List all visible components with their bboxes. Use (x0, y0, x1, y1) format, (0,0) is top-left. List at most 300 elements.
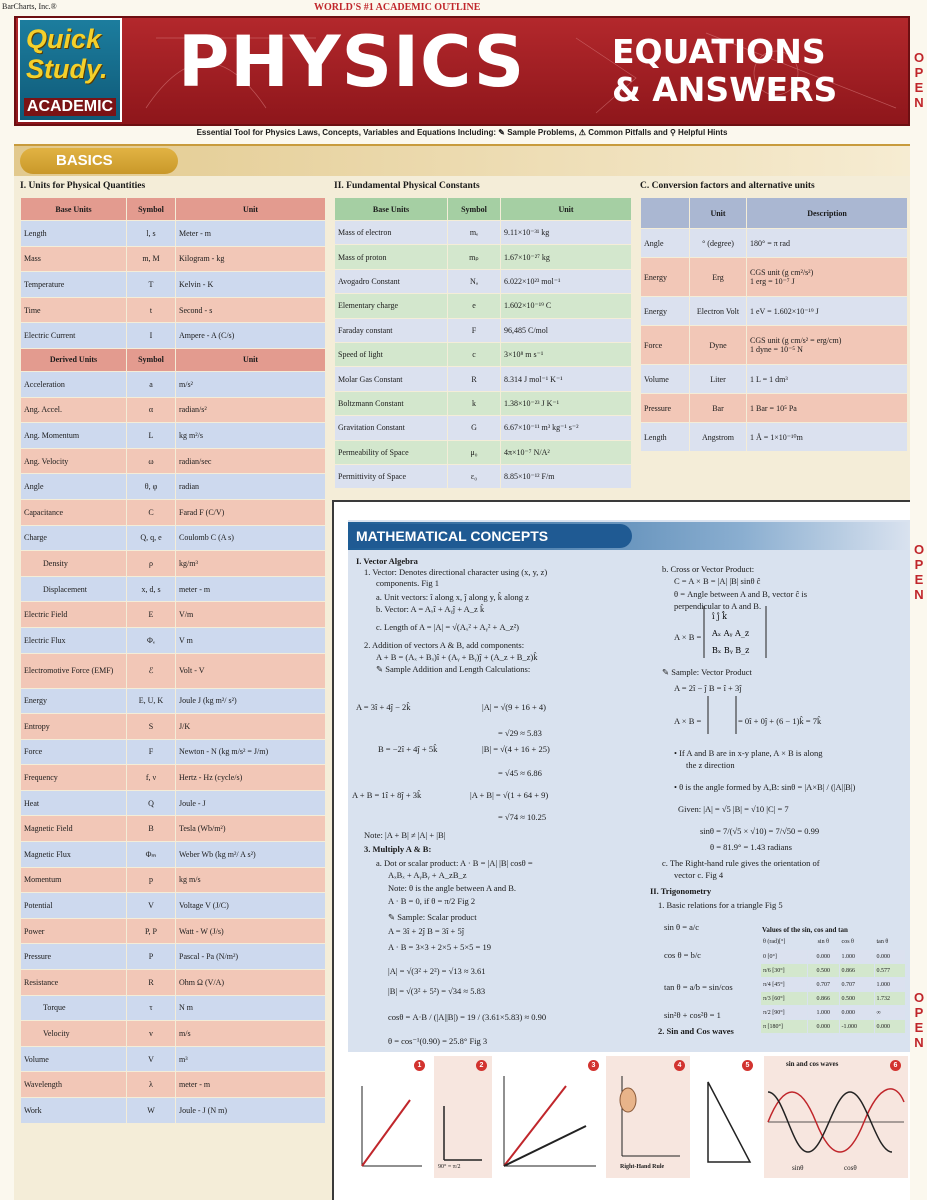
derived-row-cell: ω (127, 449, 175, 474)
series-tag: WORLD'S #1 ACADEMIC OUTLINE (314, 2, 481, 13)
fig2-perpendicular (434, 1056, 492, 1178)
fig4-number-icon: 4 (674, 1060, 685, 1071)
derived-row-cell: Coulomb C (A s) (176, 526, 325, 551)
constants-row-cell: R (448, 367, 500, 390)
constants-row (335, 245, 631, 268)
math-right-line: sin²θ + cos²θ = 1 (664, 1010, 721, 1020)
trig-row-cell: 0.000 (875, 1020, 906, 1033)
derived-row-cell: L (127, 423, 175, 448)
trig-header-row-cell: sin θ (817, 939, 829, 945)
math-right-line: sinθ = 7/(√5 × √10) = 7/√50 = 0.99 (700, 826, 820, 836)
sample-determinant (706, 694, 738, 736)
cross-product-determinant (700, 604, 770, 660)
derived-row-cell: Acceleration (21, 372, 126, 397)
math-left-line: A + B = 1î + 8ĵ + 3k̂ (352, 790, 422, 800)
conversion-row-cell: CGS unit (g cm/s² = erg/cm) 1 dyne = 10⁻⁵ N (747, 326, 907, 364)
derived-row-cell: Wavelength (21, 1072, 126, 1097)
derived-row-cell: Magnetic Field (21, 816, 126, 841)
derived-row (21, 551, 325, 576)
derived-row (21, 449, 325, 474)
math-left-line: |B| = √(4 + 16 + 25) (482, 744, 550, 754)
derived-row-cell: N m (176, 996, 325, 1021)
conversion-header-row-cell: Description (747, 198, 907, 228)
constants-row-cell: e (448, 294, 500, 317)
fig3-number-icon: 3 (588, 1060, 599, 1071)
constants-row-cell: Gravitation Constant (335, 416, 447, 439)
conversion-row-cell: Angstrom (690, 423, 746, 451)
derived-row-cell: θ, φ (127, 474, 175, 499)
trig-values-table (760, 934, 906, 1034)
derived-row (21, 893, 325, 918)
constants-row-cell: Speed of light (335, 343, 447, 366)
math-left-line: A = 3î + 4ĵ − 2k̂ (356, 702, 411, 712)
trig-row-cell: 0.707 (808, 978, 838, 991)
derived-row-cell: Ang. Velocity (21, 449, 126, 474)
conversion-row (641, 365, 907, 393)
math-left-line: AₓBₓ + AᵧBᵧ + A_zB_z (388, 870, 467, 880)
derived-row-cell: Weber Wb (kg m²/ A s²) (176, 842, 325, 867)
units-row-cell: Length (21, 221, 126, 246)
constants-row-cell: Elementary charge (335, 294, 447, 317)
units-row-cell: Electric Current (21, 323, 126, 348)
derived-row-cell: x, d, s (127, 577, 175, 602)
constants-row-cell: F (448, 319, 500, 342)
constants-row-cell: mₚ (448, 245, 500, 268)
trig-row-cell: 0.000 (808, 950, 838, 963)
math-left-line: = √74 ≈ 10.25 (498, 812, 547, 822)
math-right-line: Given: |A| = √5 |B| = √10 |C| = 7 (678, 804, 789, 814)
math-left-line: Note: |A + B| ≠ |A| + |B| (364, 830, 446, 840)
trig-row-cell: 1.000 (840, 950, 874, 963)
derived-row-cell: meter - m (176, 577, 325, 602)
derived-row-cell: Ang. Accel. (21, 398, 126, 423)
derived-row-cell: Electric Flux (21, 628, 126, 653)
constants-row-cell: 3×10⁸ m s⁻¹ (501, 343, 631, 366)
derived-row-cell: Volume (21, 1047, 126, 1072)
derived-row-cell: kg/m³ (176, 551, 325, 576)
constants-row-cell: 6.022×10²³ mol⁻¹ (501, 270, 631, 293)
constants-row (335, 465, 631, 488)
conversion-row (641, 229, 907, 257)
math-right-line: ✎ Sample: Vector Product (662, 667, 752, 677)
derived-row (21, 398, 325, 423)
derived-row-cell: R (127, 970, 175, 995)
derived-row-cell: C (127, 500, 175, 525)
derived-row-cell: Entropy (21, 714, 126, 739)
derived-row-cell: radian (176, 474, 325, 499)
derived-row (21, 765, 325, 790)
conversion-row-cell: Electron Volt (690, 297, 746, 325)
fig4-right-hand-rule (606, 1056, 690, 1178)
derived-row-cell: W (127, 1098, 175, 1123)
derived-row-cell: V/m (176, 602, 325, 627)
derived-row-cell: Newton - N (kg m/s² = J/m) (176, 740, 325, 765)
derived-row (21, 474, 325, 499)
derived-row-cell: Joule - J (N m) (176, 1098, 325, 1123)
derived-row (21, 526, 325, 551)
conversion-header-row-cell: Unit (690, 198, 746, 228)
constants-row-cell: Boltzmann Constant (335, 392, 447, 415)
derived-row (21, 372, 325, 397)
units-section-title: I. Units for Physical Quantities (20, 181, 146, 191)
trig-row-cell: 0.866 (840, 964, 874, 977)
derived-row-cell: τ (127, 996, 175, 1021)
fig6-number-icon: 6 (890, 1060, 901, 1071)
units-row-cell: T (127, 272, 175, 297)
derived-row (21, 944, 325, 969)
math-right-line: = 0î + 0ĵ + (6 − 1)k̂ = 7k̂ (738, 716, 822, 726)
constants-row-cell: μ₀ (448, 441, 500, 464)
math-right-line: 1. Basic relations for a triangle Fig 5 (658, 900, 783, 910)
conversion-row-cell: Dyne (690, 326, 746, 364)
math-left-line: A + B = (Aₓ + Bₓ)î + (Aᵧ + Bᵧ)ĵ + (A_z + B_z)k̂ (376, 652, 538, 662)
constants-row-cell: ε₀ (448, 465, 500, 488)
conversion-row-cell: CGS unit (g cm²/s²) 1 erg = 10⁻⁷ J (747, 258, 907, 296)
derived-row-cell: V (127, 893, 175, 918)
constants-row (335, 367, 631, 390)
trig-row-cell: 0.866 (808, 992, 838, 1005)
conversion-row-cell: Volume (641, 365, 689, 393)
constants-row-cell: Faraday constant (335, 319, 447, 342)
constants-row-cell: Avogadro Constant (335, 270, 447, 293)
fig6-cos-label: cosθ (844, 1164, 857, 1172)
units-row-cell: Ampere - A (C/s) (176, 323, 325, 348)
constants-row-cell: 8.85×10⁻¹² F/m (501, 465, 631, 488)
units-row-cell: Second - s (176, 298, 325, 323)
constants-row-cell: 9.11×10⁻³¹ kg (501, 221, 631, 244)
side-tab-open-1: O P E N (913, 50, 925, 110)
derived-row-cell: Φₑ (127, 628, 175, 653)
units-row-cell: Temperature (21, 272, 126, 297)
side-tab-open-2: O P E N (913, 542, 925, 602)
publisher-label: BarCharts, Inc.® (2, 2, 57, 11)
derived-row-cell: P (127, 944, 175, 969)
units-header-row (21, 198, 325, 220)
units-table (20, 197, 326, 1124)
derived-row-cell: E (127, 602, 175, 627)
math-left-line: a. Unit vectors: î along x, ĵ along y, k̂ along z (376, 592, 529, 602)
constants-row-cell: 96,485 C/mol (501, 319, 631, 342)
trig-row (761, 1020, 905, 1033)
conversion-row-cell: Pressure (641, 394, 689, 422)
derived-row (21, 740, 325, 765)
derived-row (21, 1098, 325, 1123)
derived-row (21, 602, 325, 627)
math-right-line: 2. Sin and Cos waves (658, 1026, 734, 1036)
derived-row-cell: λ (127, 1072, 175, 1097)
trig-row-cell: π [180°] (761, 1020, 807, 1033)
conversion-row (641, 423, 907, 451)
derived-row (21, 1047, 325, 1072)
units-row-cell: Kilogram - kg (176, 247, 325, 272)
math-right-line: perpendicular to A and B. (674, 601, 762, 611)
math-right-line: sin θ = a/c (664, 922, 700, 932)
math-left-line: components. Fig 1 (376, 578, 440, 588)
conversion-row (641, 297, 907, 325)
derived-row (21, 996, 325, 1021)
conversion-row-cell: Liter (690, 365, 746, 393)
math-left-line: B = −2î + 4ĵ + 5k̂ (378, 744, 438, 754)
math-right-line: b. Cross or Vector Product: (662, 564, 755, 574)
constants-row-cell: 8.314 J mol⁻¹ K⁻¹ (501, 367, 631, 390)
math-left-line: |A| = √(9 + 16 + 4) (482, 702, 546, 712)
conversion-row-cell: Length (641, 423, 689, 451)
units-row (21, 221, 325, 246)
math-left-line: a. Dot or scalar product: A · B = |A| |B| cosθ = (376, 858, 533, 868)
derived-row-cell: Potential (21, 893, 126, 918)
derived-row-cell: Magnetic Flux (21, 842, 126, 867)
trig-table-title: Values of the sin, cos and tan (762, 926, 848, 934)
derived-row-cell: Velocity (21, 1021, 126, 1046)
derived-row-cell: a (127, 372, 175, 397)
math-left-line: A · B = 3×3 + 2×5 + 5×5 = 19 (388, 942, 491, 952)
derived-row (21, 1072, 325, 1097)
trig-header-row-cell: cos θ (841, 939, 854, 945)
derived-row-cell: Charge (21, 526, 126, 551)
derived-row-cell: p (127, 868, 175, 893)
page-subtitle-line2: & ANSWERS (612, 70, 838, 109)
derived-row-cell: Work (21, 1098, 126, 1123)
conversion-row-cell: Angle (641, 229, 689, 257)
conversion-table (640, 197, 908, 452)
math-left-line: θ = cos⁻¹(0.90) = 25.8° Fig 3 (388, 1036, 488, 1046)
derived-row-cell: S (127, 714, 175, 739)
math-left-line: cosθ = A·B / (|A||B|) = 19 / (3.61×5.83) ≈ 0.90 (388, 1012, 547, 1022)
trig-header-row (761, 935, 905, 949)
constants-row-cell: Mass of proton (335, 245, 447, 268)
constants-row-cell: 6.67×10⁻¹¹ m³ kg⁻¹ s⁻² (501, 416, 631, 439)
constants-row-cell: Permittivity of Space (335, 465, 447, 488)
conversion-row-cell: Force (641, 326, 689, 364)
derived-row-cell: E, U, K (127, 689, 175, 714)
trig-row-cell: π/2 [90°] (761, 1006, 807, 1019)
derived-row-cell: Pressure (21, 944, 126, 969)
trig-row-cell: 1.732 (875, 992, 906, 1005)
derived-header-row (21, 349, 325, 371)
constants-header-row-cell: Base Units (335, 198, 447, 220)
trig-row-cell: 1.000 (875, 978, 906, 991)
derived-row-cell: Torque (21, 996, 126, 1021)
units-row-cell: l, s (127, 221, 175, 246)
derived-row-cell: Frequency (21, 765, 126, 790)
trig-row-cell: -1.000 (840, 1020, 874, 1033)
svg-text:Aₓ Aᵧ A_z: Aₓ Aᵧ A_z (712, 629, 750, 638)
constants-header-row (335, 198, 631, 220)
derived-row-cell: Heat (21, 791, 126, 816)
conversion-row-cell: Erg (690, 258, 746, 296)
math-left-line: |A| = √(3² + 2²) = √13 ≈ 3.61 (388, 966, 486, 976)
fig6-sin-label: sinθ (792, 1164, 804, 1172)
derived-row-cell: Tesla (Wb/m²) (176, 816, 325, 841)
constants-row (335, 441, 631, 464)
trig-header-row-cell: tan θ (876, 939, 889, 945)
trig-row-cell: 0.000 (875, 950, 906, 963)
units-row-cell: t (127, 298, 175, 323)
math-right-line: the z direction (686, 760, 735, 770)
math-right-line: • If A and B are in x-y plane, A × B is along (674, 748, 823, 758)
tagline: Essential Tool for Physics Laws, Concepts, Variables and Equations Including: ✎ Sample Problems, ⚠ Common Pitfalls and ⚲ Helpful Hints (196, 128, 728, 137)
derived-header-row-cell: Symbol (127, 349, 175, 371)
derived-row (21, 423, 325, 448)
derived-row-cell: Pascal - Pa (N/m²) (176, 944, 325, 969)
derived-row (21, 577, 325, 602)
logo-word-academic: ACADEMIC (24, 98, 116, 116)
units-header-row-cell: Unit (176, 198, 325, 220)
derived-row-cell: V m (176, 628, 325, 653)
trig-row-cell: π/4 [45°] (761, 978, 807, 991)
constants-row-cell: 1.602×10⁻¹⁹ C (501, 294, 631, 317)
constants-row-cell: mₑ (448, 221, 500, 244)
math-right-line: θ = 81.9° = 1.43 radians (710, 842, 792, 852)
derived-row-cell: Density (21, 551, 126, 576)
conversion-header-row (641, 198, 907, 228)
derived-row (21, 689, 325, 714)
derived-row-cell: Power (21, 919, 126, 944)
conversion-section-title: C. Conversion factors and alternative units (640, 181, 815, 191)
svg-text:Bₓ Bᵧ B_z: Bₓ Bᵧ B_z (712, 646, 750, 655)
math-right-line: • θ is the angle formed by A,B: sinθ = |A×B| / (|A||B|) (674, 782, 856, 792)
trig-row (761, 1006, 905, 1019)
derived-row-cell: V (127, 1047, 175, 1072)
math-left-line: ✎ Sample Addition and Length Calculations: (376, 664, 531, 674)
trig-row (761, 964, 905, 977)
math-right-line: II. Trigonometry (650, 886, 712, 896)
conversion-row-cell: 1 Bar = 10⁵ Pa (747, 394, 907, 422)
fig2-number-icon: 2 (476, 1060, 487, 1071)
derived-row-cell: F (127, 740, 175, 765)
conversion-row (641, 326, 907, 364)
math-right-line: cos θ = b/c (664, 950, 701, 960)
trig-row (761, 950, 905, 963)
constants-row-cell: k (448, 392, 500, 415)
trig-header-row-cell: θ (rad)[°] (763, 939, 786, 945)
units-row (21, 323, 325, 348)
math-left-line: 3. Multiply A & B: (364, 844, 432, 854)
trig-row-cell: 0.000 (840, 1006, 874, 1019)
constants-table (334, 197, 632, 489)
constants-row (335, 392, 631, 415)
derived-row-cell: Volt - V (176, 654, 325, 688)
quickstudy-logo (18, 18, 122, 122)
math-left-line: A · B = 0, if θ = π/2 Fig 2 (388, 896, 476, 906)
trig-row-cell: 0.577 (875, 964, 906, 977)
constants-row (335, 343, 631, 366)
units-row-cell: I (127, 323, 175, 348)
math-right-line: c. The Right-hand rule gives the orientation of (662, 858, 820, 868)
math-left-line: Note: θ is the angle between A and B. (388, 883, 517, 893)
derived-row-cell: Energy (21, 689, 126, 714)
trig-row-cell: π/3 [60°] (761, 992, 807, 1005)
trig-row-cell: 0.000 (808, 1020, 838, 1033)
math-left-line: 2. Addition of vectors A & B, add components: (364, 640, 525, 650)
fig3-vector-angle (496, 1056, 606, 1178)
conversion-row (641, 394, 907, 422)
logo-word-quick: Quick (26, 24, 102, 54)
derived-row-cell: Q (127, 791, 175, 816)
math-right-line: A = 2î − ĵ B = î + 3ĵ (674, 683, 742, 693)
math-left-line: b. Vector: A = Aₓî + Aᵧĵ + A_z k̂ (376, 604, 485, 614)
derived-row-cell: Watt - W (J/s) (176, 919, 325, 944)
math-left-line: A = 3î + 2ĵ B = 3î + 5ĵ (388, 926, 465, 936)
math-left-line: = √45 ≈ 6.86 (498, 768, 542, 778)
constants-row-cell: 4π×10⁻⁷ N/A² (501, 441, 631, 464)
derived-row (21, 842, 325, 867)
derived-header-row-cell: Unit (176, 349, 325, 371)
constants-row (335, 221, 631, 244)
math-right-line: vector c. Fig 4 (674, 870, 724, 880)
derived-row-cell: Momentum (21, 868, 126, 893)
math-left-line: 1. Vector: Denotes directional character using (x, y, z) (364, 567, 548, 577)
constants-row-cell: Mass of electron (335, 221, 447, 244)
derived-row-cell: Joule - J (176, 791, 325, 816)
units-row (21, 272, 325, 297)
conversion-row-cell: Bar (690, 394, 746, 422)
conversion-row-cell: 180° = π rad (747, 229, 907, 257)
conversion-header-row-cell (641, 198, 689, 228)
derived-row-cell: α (127, 398, 175, 423)
derived-row-cell: Force (21, 740, 126, 765)
math-right-line: tan θ = a/b = sin/cos (664, 982, 733, 992)
conversion-row-cell: 1 L = 1 dm³ (747, 365, 907, 393)
basics-title: BASICS (20, 148, 178, 174)
derived-row-cell: ℰ (127, 654, 175, 688)
constants-row (335, 416, 631, 439)
conversion-row (641, 258, 907, 296)
trig-row-cell: 0.707 (840, 978, 874, 991)
derived-row-cell: Displacement (21, 577, 126, 602)
derived-row (21, 500, 325, 525)
fig6-sin-cos-waves (764, 1056, 908, 1178)
derived-row-cell: Φₘ (127, 842, 175, 867)
derived-row-cell: m/s (176, 1021, 325, 1046)
derived-row-cell: B (127, 816, 175, 841)
derived-row (21, 816, 325, 841)
math-left-line: |B| = √(3² + 5²) = √34 ≈ 5.83 (388, 986, 486, 996)
math-left-line: c. Length of A = |A| = √(Aₓ² + Aᵧ² + A_z²) (376, 622, 520, 632)
fig4-label: Right-Hand Rule (620, 1164, 665, 1170)
derived-row (21, 791, 325, 816)
trig-row-cell: 1.000 (808, 1006, 838, 1019)
constants-row-cell: Permeability of Space (335, 441, 447, 464)
fig1-number-icon: 1 (414, 1060, 425, 1071)
derived-row-cell: Electromotive Force (EMF) (21, 654, 126, 688)
derived-row-cell: Ohm Ω (V/A) (176, 970, 325, 995)
fig1-vector-diagram (352, 1056, 430, 1178)
derived-row-cell: P, P (127, 919, 175, 944)
constants-row-cell: c (448, 343, 500, 366)
derived-row-cell: kg m²/s (176, 423, 325, 448)
constants-row-cell: G (448, 416, 500, 439)
math-right-line: A × B = (674, 716, 702, 726)
fig2-label: 90° = π/2 (438, 1164, 461, 1170)
svg-text:î ĵ k̂: î ĵ k̂ (712, 612, 727, 621)
conversion-row-cell: ° (degree) (690, 229, 746, 257)
derived-row-cell: Joule J (kg m²/ s²) (176, 689, 325, 714)
units-row-cell: Time (21, 298, 126, 323)
constants-row-cell: Molar Gas Constant (335, 367, 447, 390)
units-row-cell: Mass (21, 247, 126, 272)
derived-row (21, 628, 325, 653)
derived-row-cell: kg m/s (176, 868, 325, 893)
derived-row-cell: m/s² (176, 372, 325, 397)
logo-word-study: Study. (26, 54, 108, 84)
units-row (21, 298, 325, 323)
constants-row (335, 294, 631, 317)
derived-row (21, 1021, 325, 1046)
trig-row (761, 978, 905, 991)
derived-row-cell: Ang. Momentum (21, 423, 126, 448)
conversion-row-cell: 1 Å = 1×10⁻¹⁰m (747, 423, 907, 451)
